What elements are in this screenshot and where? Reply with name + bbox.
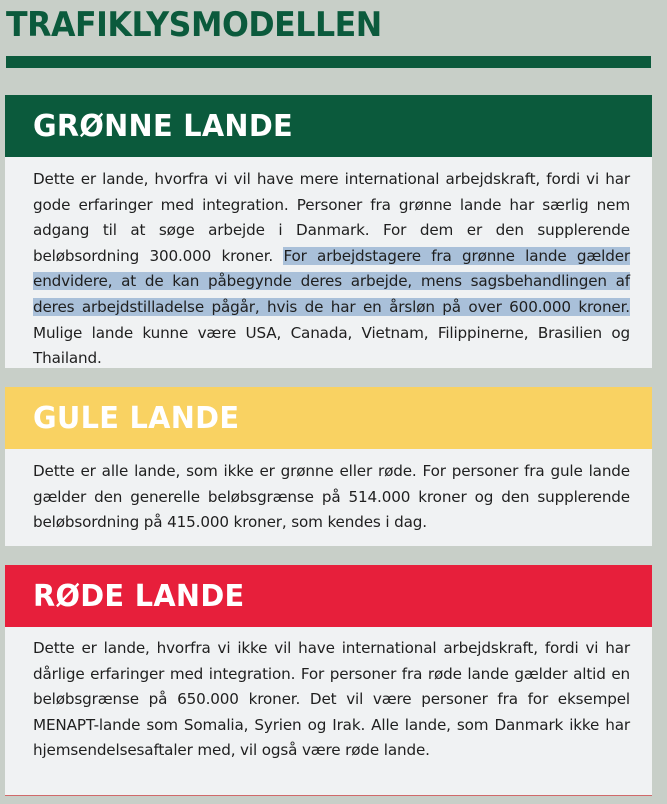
green-countries-heading: GRØNNE LANDE xyxy=(33,108,293,144)
green-text-examples: Mulige lande kunne være USA, Canada, Vietnam, Filippinerne, Brasilien og Thailand. xyxy=(33,323,630,368)
green-countries-header xyxy=(5,95,652,157)
title-underline xyxy=(6,56,651,68)
red-countries-body xyxy=(5,627,652,795)
red-countries-section xyxy=(5,565,652,796)
yellow-countries-section xyxy=(5,387,652,546)
red-countries-header xyxy=(5,565,652,627)
green-text-intro: Dette er lande, hvorfra vi vil have mere international arbejdskraft, fordi vi har gode erfaringer med integration. Personer fra grønne lande har særlig nem adgang til at søge arbejde i Danmark. For dem er den supplerende beløbsordning 300.000 kroner. xyxy=(33,170,630,265)
red-text: Dette er lande, hvorfra vi ikke vil have international arbejdskraft, fordi vi har dårlige erfaringer med integration. For personer fra røde lande gælder altid en beløbsgrænse på 650.000 kroner. Det vil være personer fra for eksempel MENAPT-lande som Somalia, Syrien og Irak. Alle lande, som Danmark ikke har hjemsendelsesaftaler med, vil også være røde lande. xyxy=(33,639,630,760)
red-countries-heading: RØDE LANDE xyxy=(33,578,245,614)
page-title: TRAFIKLYSMODELLEN xyxy=(6,5,382,45)
green-text-selected-highlight[interactable]: For arbejdstagere fra grønne lande gælder endvidere, at de kan påbegynde deres arbejde, mens sagsbehandlingen af deres arbejdstilladelse pågår, hvis de har en årsløn på over 600.000 kroner. xyxy=(33,246,630,316)
yellow-countries-header xyxy=(5,387,652,449)
yellow-text: Dette er alle lande, som ikke er grønne eller røde. For personer fra gule lande gælder den generelle beløbsgrænse på 514.000 kroner og den supplerende beløbsordning på 415.000 kroner, som kendes i dag. xyxy=(33,462,630,532)
red-section-bottom-rule xyxy=(5,795,652,796)
green-countries-section xyxy=(5,95,652,368)
yellow-countries-heading: GULE LANDE xyxy=(33,400,240,436)
yellow-countries-body xyxy=(5,449,652,546)
green-countries-body xyxy=(5,157,652,368)
